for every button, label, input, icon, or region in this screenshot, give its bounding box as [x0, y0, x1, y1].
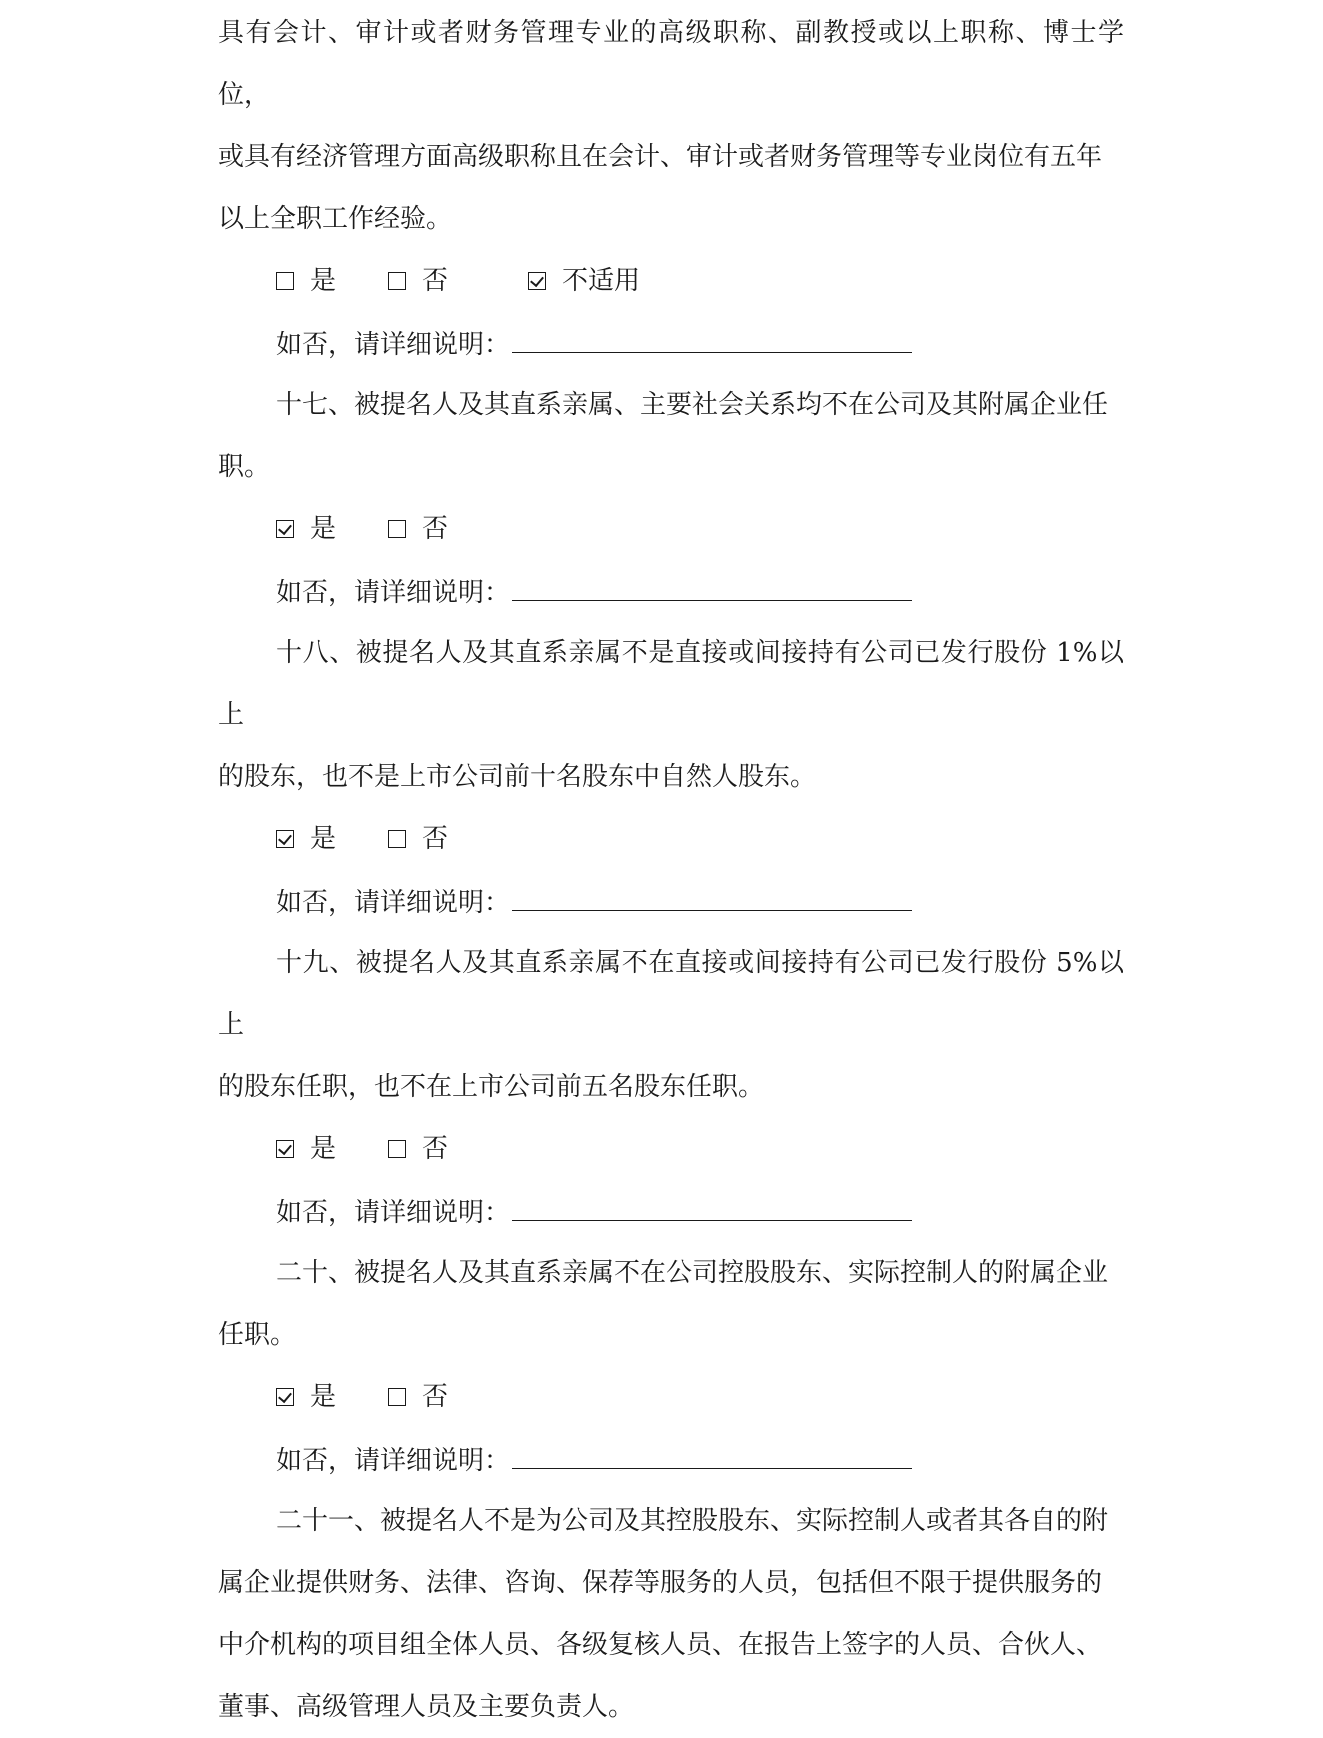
option-no[interactable]	[388, 1118, 448, 1180]
item-line: 二十、被提名人及其直系亲属不在公司控股股东、实际控制人的附属企业	[276, 1258, 1109, 1288]
intro-line: 或具有经济管理方面高级职称且在会计、审计或者财务管理等专业岗位有五年	[218, 142, 1103, 172]
explain-blank-field[interactable]	[512, 560, 912, 601]
option-not-applicable[interactable]	[528, 250, 640, 312]
checkbox-checked-icon[interactable]	[276, 830, 294, 848]
item-line: 十九、被提名人及其直系亲属不在直接或间接持有公司已发行股份 5%以上	[218, 948, 1124, 1040]
item-line: 职。	[218, 452, 271, 482]
option-no[interactable]	[388, 250, 448, 312]
checkbox-checked-icon[interactable]	[276, 1388, 294, 1406]
option-na-label: 不适用	[562, 266, 641, 296]
explain-line	[218, 1428, 1124, 1490]
item-20-options	[218, 1366, 1124, 1428]
option-no[interactable]	[388, 1366, 448, 1428]
intro-line: 以上全职工作经验。	[218, 204, 453, 234]
option-yes[interactable]	[276, 498, 336, 560]
explain-label: 如否，请详细说明：	[276, 1446, 511, 1476]
option-no-label: 否	[422, 514, 449, 544]
explain-label: 如否，请详细说明：	[276, 330, 511, 360]
item-19-paragraph	[218, 932, 1124, 1118]
item-17-options	[218, 498, 1124, 560]
explain-blank-field[interactable]	[512, 312, 912, 353]
item-line: 二十一、被提名人不是为公司及其控股股东、实际控制人或者其各自的附	[276, 1506, 1109, 1536]
option-yes[interactable]	[276, 250, 336, 312]
option-yes[interactable]	[276, 1118, 336, 1180]
checkbox-checked-icon[interactable]	[276, 1140, 294, 1158]
option-yes[interactable]	[276, 808, 336, 870]
item-line: 任职。	[218, 1320, 297, 1350]
explain-label: 如否，请详细说明：	[276, 1198, 511, 1228]
item-21-paragraph	[218, 1490, 1124, 1738]
intro-options	[218, 250, 1124, 312]
checkbox-unchecked-icon[interactable]	[388, 1388, 406, 1406]
item-line: 中介机构的项目组全体人员、各级复核人员、在报告上签字的人员、合伙人、	[218, 1630, 1103, 1660]
option-yes[interactable]	[276, 1366, 336, 1428]
checkbox-unchecked-icon[interactable]	[388, 1140, 406, 1158]
option-yes-label: 是	[310, 1382, 337, 1412]
checkbox-unchecked-icon[interactable]	[388, 272, 406, 290]
document-page	[218, 0, 1124, 1738]
explain-line	[218, 312, 1124, 374]
option-yes-label: 是	[310, 266, 337, 296]
item-line: 的股东任职，也不在上市公司前五名股东任职。	[218, 1072, 765, 1102]
explain-line	[218, 560, 1124, 622]
explain-blank-field[interactable]	[512, 1428, 912, 1469]
item-18-options	[218, 808, 1124, 870]
option-no[interactable]	[388, 498, 448, 560]
explain-label: 如否，请详细说明：	[276, 578, 511, 608]
option-no-label: 否	[422, 824, 449, 854]
explain-line	[218, 1180, 1124, 1242]
explain-line	[218, 870, 1124, 932]
item-line: 属企业提供财务、法律、咨询、保荐等服务的人员，包括但不限于提供服务的	[218, 1568, 1103, 1598]
explain-label: 如否，请详细说明：	[276, 888, 511, 918]
option-yes-label: 是	[310, 514, 337, 544]
option-no-label: 否	[422, 266, 449, 296]
checkbox-checked-icon[interactable]	[528, 272, 546, 290]
intro-line: 具有会计、审计或者财务管理专业的高级职称、副教授或以上职称、博士学位，	[218, 18, 1124, 110]
checkbox-unchecked-icon[interactable]	[388, 520, 406, 538]
option-yes-label: 是	[310, 1134, 337, 1164]
option-no-label: 否	[422, 1134, 449, 1164]
checkbox-checked-icon[interactable]	[276, 520, 294, 538]
item-line: 董事、高级管理人员及主要负责人。	[218, 1692, 635, 1722]
item-line: 十八、被提名人及其直系亲属不是直接或间接持有公司已发行股份 1%以上	[218, 638, 1124, 730]
item-18-paragraph	[218, 622, 1124, 808]
item-line: 的股东，也不是上市公司前十名股东中自然人股东。	[218, 762, 817, 792]
explain-blank-field[interactable]	[512, 1180, 912, 1221]
item-20-paragraph	[218, 1242, 1124, 1366]
option-no-label: 否	[422, 1382, 449, 1412]
option-no[interactable]	[388, 808, 448, 870]
explain-blank-field[interactable]	[512, 870, 912, 911]
intro-paragraph	[218, 2, 1124, 250]
item-line: 十七、被提名人及其直系亲属、主要社会关系均不在公司及其附属企业任	[276, 390, 1109, 420]
checkbox-unchecked-icon[interactable]	[276, 272, 294, 290]
item-17-paragraph	[218, 374, 1124, 498]
item-19-options	[218, 1118, 1124, 1180]
option-yes-label: 是	[310, 824, 337, 854]
checkbox-unchecked-icon[interactable]	[388, 830, 406, 848]
